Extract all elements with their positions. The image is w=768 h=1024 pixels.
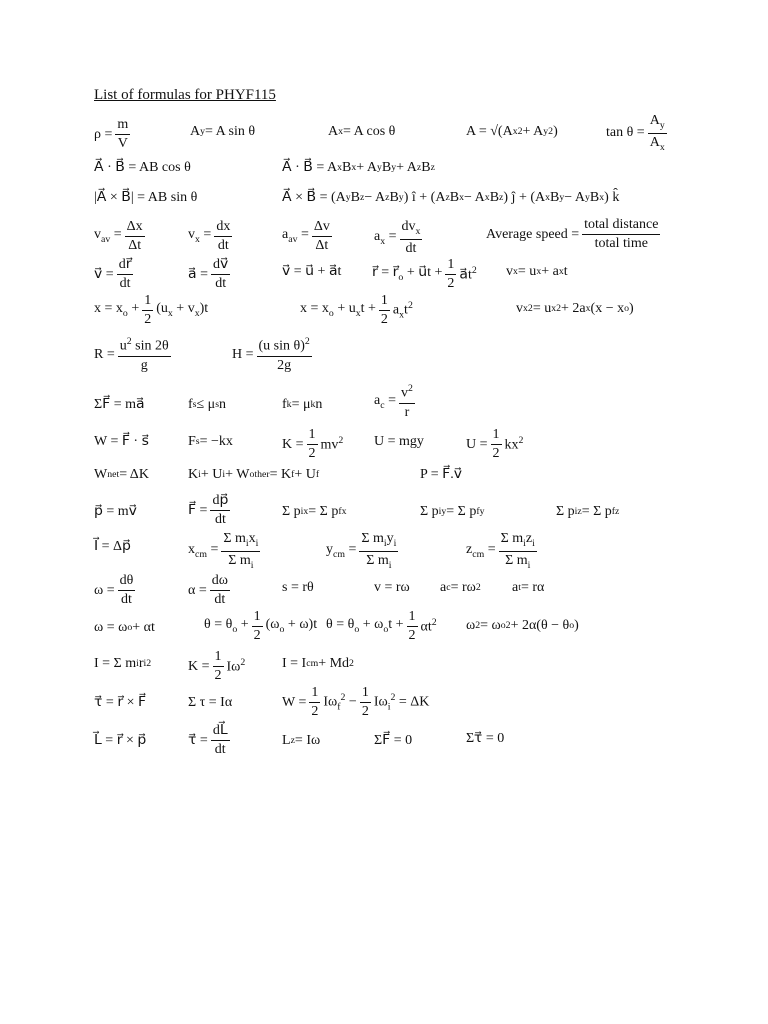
velocity-vector: v⃗ = $\frac{dr⃗}{dt}$ — [94, 257, 132, 291]
ax-component: A x = A cos θ — [328, 124, 396, 139]
energy-conservation: K i + U i + W other = K f + U f — [188, 467, 320, 482]
average-speed: Average speed = $\frac{\text{total distance}}{\text{total time}}$ — [486, 217, 659, 251]
arc-length: s = rθ — [282, 580, 314, 595]
force-momentum: F⃗ = $\frac{dp⃗}{dt}$ — [188, 493, 229, 527]
centripetal-rotation: a c = rω 2 — [440, 580, 481, 595]
impulse-formula: I⃗ = Δp⃗ — [94, 539, 131, 554]
momentum-conservation-z: Σ p iz = Σ p fz — [556, 504, 620, 519]
work-energy-theorem: W net = ΔK — [94, 467, 149, 482]
gravitational-pe: U = mgy — [374, 434, 424, 449]
rotational-work: W = $\frac{1}{2}$ $I\omega_f^2$ − $\frac{1}{2}$ $I\omega_i^2 = \Delta K$ — [282, 685, 430, 719]
torque-sum: Σ τ = Iα — [188, 695, 233, 710]
parallel-axis-theorem: I = I cm + Md 2 — [282, 656, 354, 671]
instant-velocity: $v_x$ = $\frac{dx}{dt}$ — [188, 219, 231, 253]
average-acceleration: $a_{av}$ = $\frac{\Delta v}{\Delta t}$ — [282, 219, 330, 253]
density-formula: ρ = $\frac{m}{V}$ — [94, 117, 129, 151]
angle-kinematic: $\theta = \theta_o + \omega_ot$ + $\frac{1}{2}$ $\alpha t^2$ — [326, 609, 437, 643]
spring-pe: U = $\frac{1}{2}$ $kx^2$ — [466, 427, 524, 461]
rotational-ke: K = $\frac{1}{2}$ $I\omega^2$ — [188, 649, 246, 683]
angular-velocity: ω = $\frac{d\theta}{dt}$ — [94, 573, 134, 607]
cross-product-magnitude: |A⃗ × B⃗| = AB sin θ — [94, 190, 198, 205]
dot-product-components: A⃗ · B⃗ = A x B x + A y B y + A z B z — [282, 160, 435, 175]
instant-acceleration: $a_x$ = $\frac{dv_x}{dt}$ — [374, 219, 421, 256]
equilibrium-torque: Στ⃗ = 0 — [466, 731, 505, 746]
center-of-mass-x: $x_{cm}$ = $\frac{\Sigma m_ix_i}{\Sigma m_i}$ — [188, 531, 259, 571]
average-velocity: $v_{av}$ = $\frac{\Delta x}{\Delta t}$ — [94, 219, 143, 253]
displacement-average: $x = x_o$ + $\frac{1}{2}$ $(u_x + v_x)t$ — [94, 293, 209, 327]
acceleration-vector: a⃗ = $\frac{dv⃗}{dt}$ — [188, 257, 229, 291]
torque-cross: τ⃗ = r⃗ × F⃗ — [94, 695, 147, 710]
momentum-formula: p⃗ = mv⃗ — [94, 504, 137, 519]
tan-theta: tan θ = $\frac{A_y}{A_x}$ — [606, 113, 665, 153]
displacement-kinematic: $x = x_o + u_xt$ + $\frac{1}{2}$ $a_xt^2$ — [300, 293, 413, 327]
newton-second-law: ΣF⃗ = ma⃗ — [94, 397, 145, 412]
work-formula: W = F⃗ · s⃗ — [94, 434, 149, 449]
velocity-kinematic: v⃗ = u⃗ + a⃗t — [282, 264, 342, 279]
centripetal-acceleration: $a_c$ = $\frac{v^2}{r}$ — [374, 383, 413, 420]
kinetic-friction: f k = μ k n — [282, 397, 323, 412]
static-friction: f s ≤ μ s n — [188, 397, 227, 412]
angular-velocity-squared: ω 2 = ω o 2 + 2α(θ − θ o ) — [466, 618, 579, 633]
angular-acceleration: α = $\frac{d\omega}{dt}$ — [188, 573, 228, 607]
kinetic-energy: K = $\frac{1}{2}$ $mv^2$ — [282, 427, 344, 461]
equilibrium-force: ΣF⃗ = 0 — [374, 733, 413, 748]
momentum-conservation-x: Σ p ix = Σ p fx — [282, 504, 347, 519]
torque-derivative: τ⃗ = $\frac{dL⃗}{dt}$ — [188, 723, 228, 757]
cross-product-components: A⃗ × B⃗ = (A y B z − A z B y ) î + (A z B x − A x B z ) ĵ + (A x B y − A y B x ) k̂ — [282, 190, 620, 205]
angular-momentum-z: L z = Iω — [282, 733, 321, 748]
tangential-acceleration: a t = rα — [512, 580, 545, 595]
angular-velocity-kinematic: ω = ω o + αt — [94, 620, 155, 635]
dot-product-def: A⃗ · B⃗ = AB cos θ — [94, 160, 191, 175]
projectile-height: H = $\frac{(u \sin \theta)^2}{2g}$ — [232, 336, 310, 373]
spring-force: F s = −kx — [188, 434, 233, 449]
ay-component: A y = A sin θ — [190, 124, 256, 139]
angle-average: $\theta = \theta_o$ + $\frac{1}{2}$ $(\omega_o + \omega)t$ — [204, 609, 318, 643]
angular-momentum: L⃗ = r⃗ × p⃗ — [94, 733, 147, 748]
moment-of-inertia: I = Σ m i r i 2 — [94, 656, 152, 671]
vector-magnitude: A = √(A x 2 + A y 2 ) — [466, 124, 558, 139]
projectile-range: R = $\frac{u^2 \sin 2\theta}{g}$ — [94, 336, 169, 373]
center-of-mass-z: $z_{cm}$ = $\frac{\Sigma m_iz_i}{\Sigma m_i}$ — [466, 531, 535, 571]
velocity-squared: v x 2 = u x 2 + 2a x (x − x o ) — [516, 301, 634, 316]
sheet-title: List of formulas for PHYF115 — [94, 87, 276, 103]
position-kinematic: r⃗ = $r⃗_o$ + u⃗t + $\frac{1}{2}$ $a⃗t^2$ — [372, 257, 477, 291]
tangential-velocity: v = rω — [374, 580, 410, 595]
center-of-mass-y: $y_{cm}$ = $\frac{\Sigma m_iy_i}{\Sigma m_i}$ — [326, 531, 397, 571]
momentum-conservation-y: Σ p iy = Σ p fy — [420, 504, 485, 519]
power-formula: P = F⃗.v⃗ — [420, 467, 462, 482]
vx-kinematic: v x = u x + a x t — [506, 264, 568, 279]
